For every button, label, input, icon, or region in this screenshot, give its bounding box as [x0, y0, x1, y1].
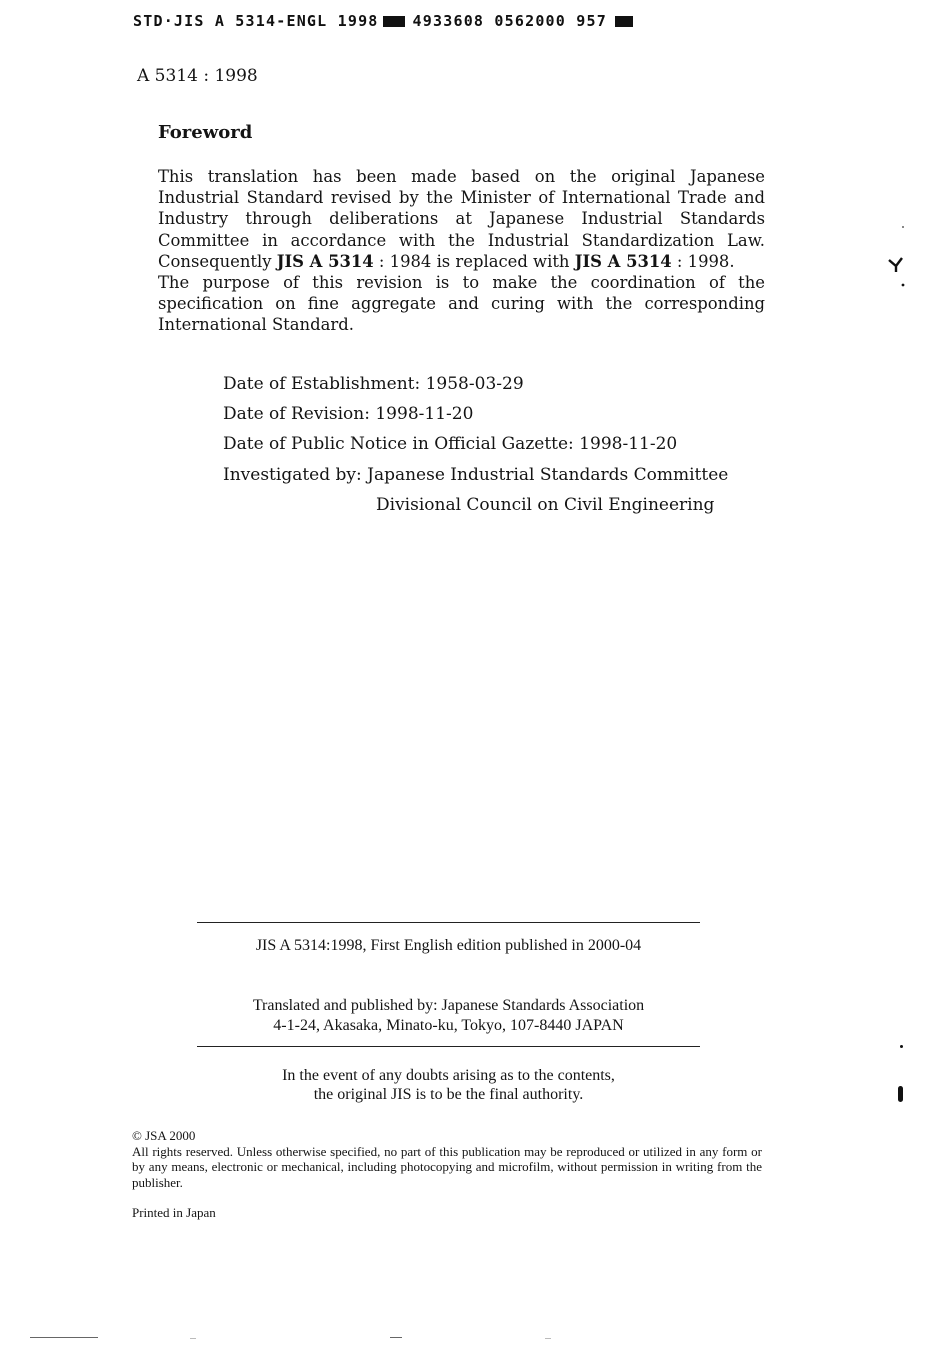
- redaction-block: [615, 16, 633, 27]
- investigated-label: Investigated by:: [223, 464, 368, 485]
- investigated-council: Divisional Council on Civil Engineering: [376, 494, 715, 515]
- investigated-committee: Japanese Industrial Standards Committee: [367, 464, 729, 485]
- foreword-paragraph-2: The purpose of this revision is to make the coordination of the specification on fine aggregate and curing with the corresponding International Standard.: [158, 273, 765, 335]
- copyright-block: [132, 1128, 762, 1190]
- foreword-title: Foreword: [158, 122, 253, 143]
- header-stamp-left: STD·JIS A 5314-ENGL 1998: [133, 12, 379, 30]
- printed-in: Printed in Japan: [132, 1205, 216, 1220]
- header-stamp-right: 4933608 0562000 957: [412, 12, 607, 30]
- translated-by-line: Translated and published by: Japanese Standards Association: [252, 997, 645, 1014]
- authority-line-1: In the event of any doubts arising as to the contents,: [282, 1067, 615, 1084]
- dates-block: [223, 373, 728, 524]
- date-establishment: Date of Establishment: 1958-03-29: [223, 374, 524, 394]
- divider-bottom: [197, 1046, 700, 1047]
- standard-reference: JIS A 5314: [276, 251, 374, 271]
- date-revision: Date of Revision: 1998-11-20: [223, 404, 474, 425]
- standard-reference: JIS A 5314: [574, 251, 672, 271]
- foreword-body: [158, 166, 765, 336]
- divider-top: [197, 922, 700, 923]
- footer-dash: [190, 1338, 196, 1339]
- date-gazette: Date of Public Notice in Official Gazette: 1998-11-20: [223, 434, 678, 455]
- copyright-notice: © JSA 2000: [132, 1128, 196, 1143]
- authority-line-2: the original JIS is to be the final authority.: [313, 1086, 584, 1103]
- scan-mark-icon: [898, 1086, 903, 1102]
- document-reference: A 5314 : 1998: [137, 66, 258, 86]
- footer-dash: [30, 1337, 98, 1338]
- foreword-paragraph-1: This translation has been made based on the original Japanese Industrial Standard revised by the Minister of International Trade and Industry through deliberations at Japanese Industrial Standards Committee in accordance with the Industrial Standardization Law. Consequently JIS A 5314 : 1984 is replaced with JIS A 5314 : 1998.: [158, 167, 765, 271]
- footer-dash: [545, 1338, 551, 1339]
- header-stamp: [133, 12, 633, 30]
- address-line: 4-1-24, Akasaka, Minato-ku, Tokyo, 107-8440 JAPAN: [273, 1017, 624, 1034]
- redaction-block: [383, 16, 405, 27]
- footer-dash: [390, 1337, 402, 1338]
- edition-line: JIS A 5314:1998, First English edition published in 2000-04: [255, 937, 642, 954]
- investigated-by: [223, 464, 728, 494]
- scan-dot-icon: [900, 1045, 903, 1048]
- rights-notice: All rights reserved. Unless otherwise specified, no part of this publication may be reproduced or utilized in any form or by any means, electronic or mechanical, including photocopying and microfilm, without permission in writing from the publisher.: [132, 1143, 762, 1190]
- scan-mark-icon: [886, 252, 906, 292]
- scan-dot-icon: [902, 226, 904, 228]
